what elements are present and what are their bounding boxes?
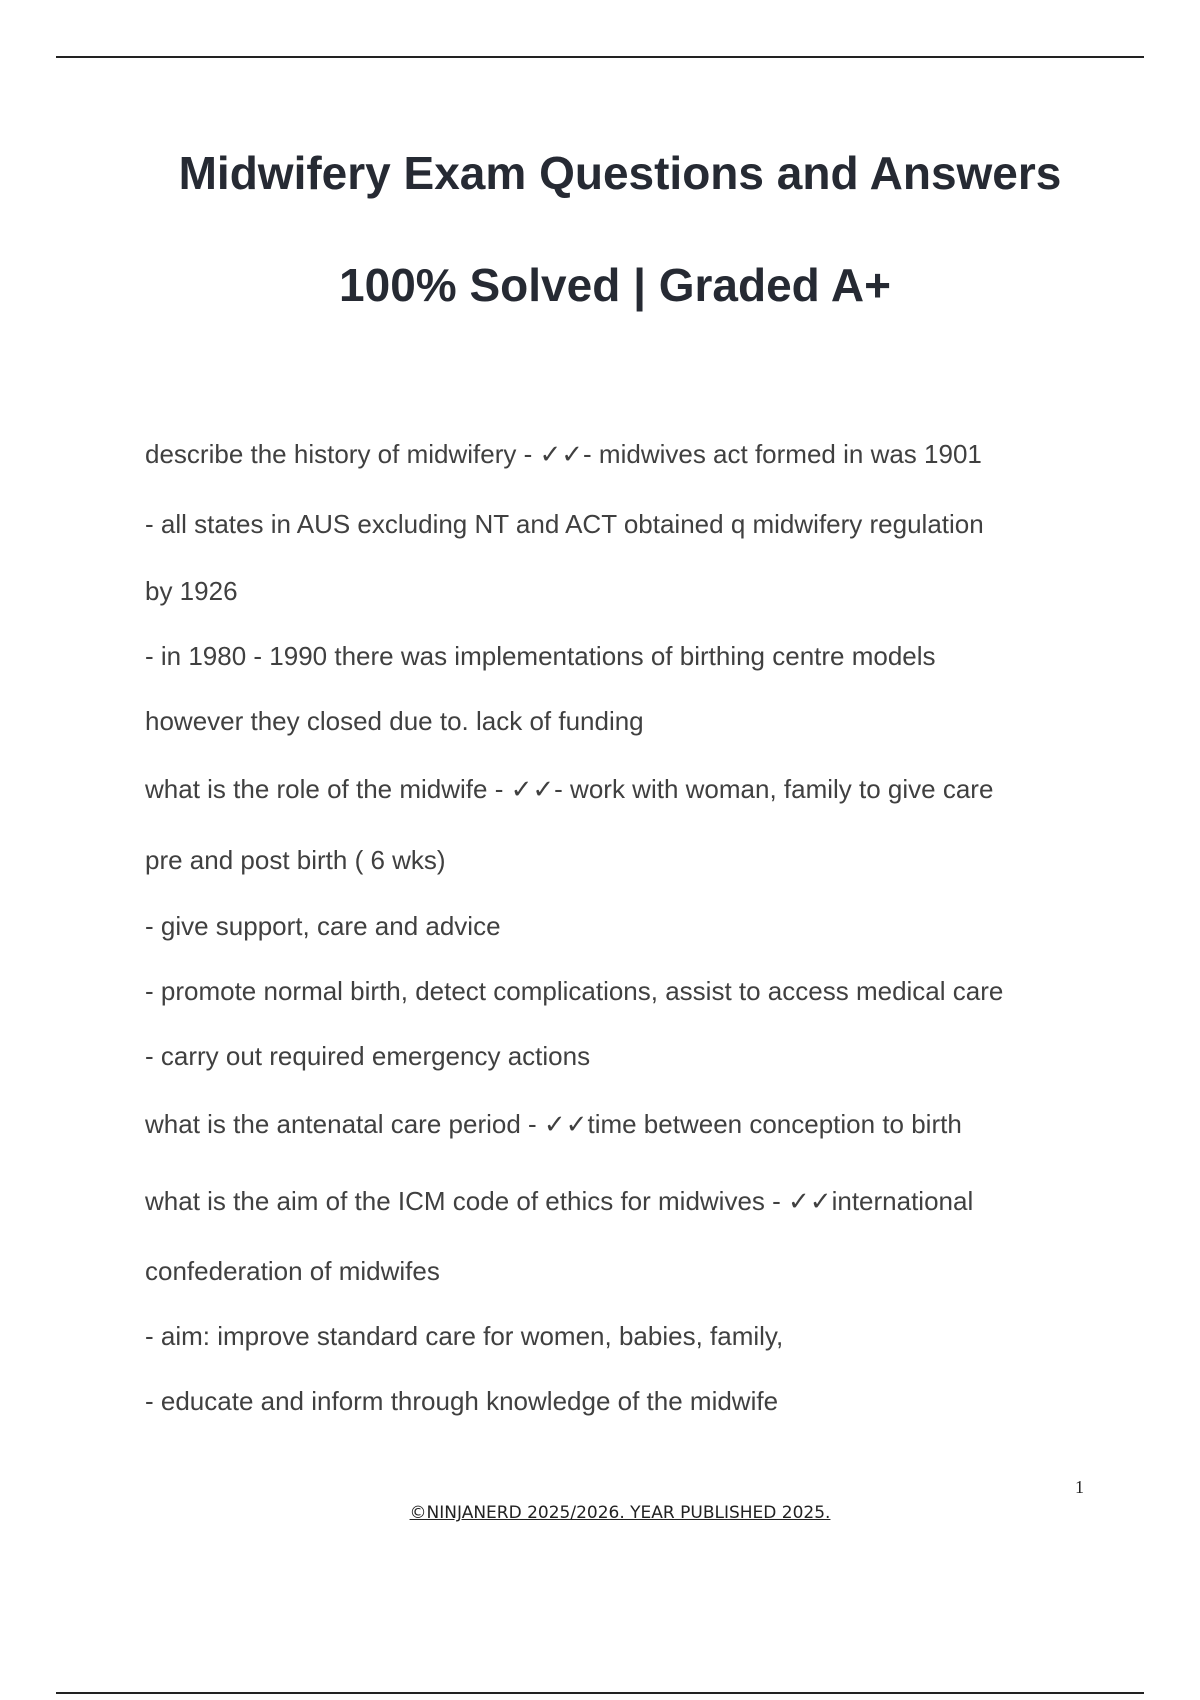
answer-line-1b: - all states in AUS excluding NT and ACT obtained q midwifery regulation — [145, 509, 984, 539]
answer-line-4b: confederation of midwifes — [145, 1256, 440, 1286]
answer-line-2c: - give support, care and advice — [145, 911, 501, 941]
question-line-3: what is the antenatal care period - ✓✓time between conception to birth — [145, 1109, 962, 1139]
page-number: 1 — [1075, 1477, 1084, 1497]
answer-line-4c: - aim: improve standard care for women, babies, family, — [145, 1321, 784, 1351]
answer-line-1c: by 1926 — [145, 576, 238, 606]
document-title-line-2: 100% Solved | Graded A+ — [339, 259, 891, 311]
document-title-line-1: Midwifery Exam Questions and Answers — [178, 147, 1062, 199]
answer-line-2d: - promote normal birth, detect complications, assist to access medical care — [145, 976, 1004, 1006]
question-line-4: what is the aim of the ICM code of ethics for midwives - ✓✓international — [145, 1186, 974, 1216]
top-rule — [56, 56, 1144, 58]
bottom-rule — [56, 1692, 1144, 1694]
answer-line-2e: - carry out required emergency actions — [145, 1041, 591, 1071]
question-line-1: describe the history of midwifery - ✓✓- midwives act formed in was 1901 — [145, 439, 982, 469]
question-line-2: what is the role of the midwife - ✓✓- work with woman, family to give care — [145, 774, 994, 804]
copyright-footer: ©NINJANERD 2025/2026. YEAR PUBLISHED 2025. — [409, 1503, 831, 1523]
answer-line-1d: - in 1980 - 1990 there was implementations of birthing centre models — [145, 641, 936, 671]
answer-line-1e: however they closed due to. lack of funding — [145, 706, 644, 736]
answer-line-4d: - educate and inform through knowledge of the midwife — [145, 1386, 779, 1416]
answer-line-2b: pre and post birth ( 6 wks) — [145, 845, 446, 875]
